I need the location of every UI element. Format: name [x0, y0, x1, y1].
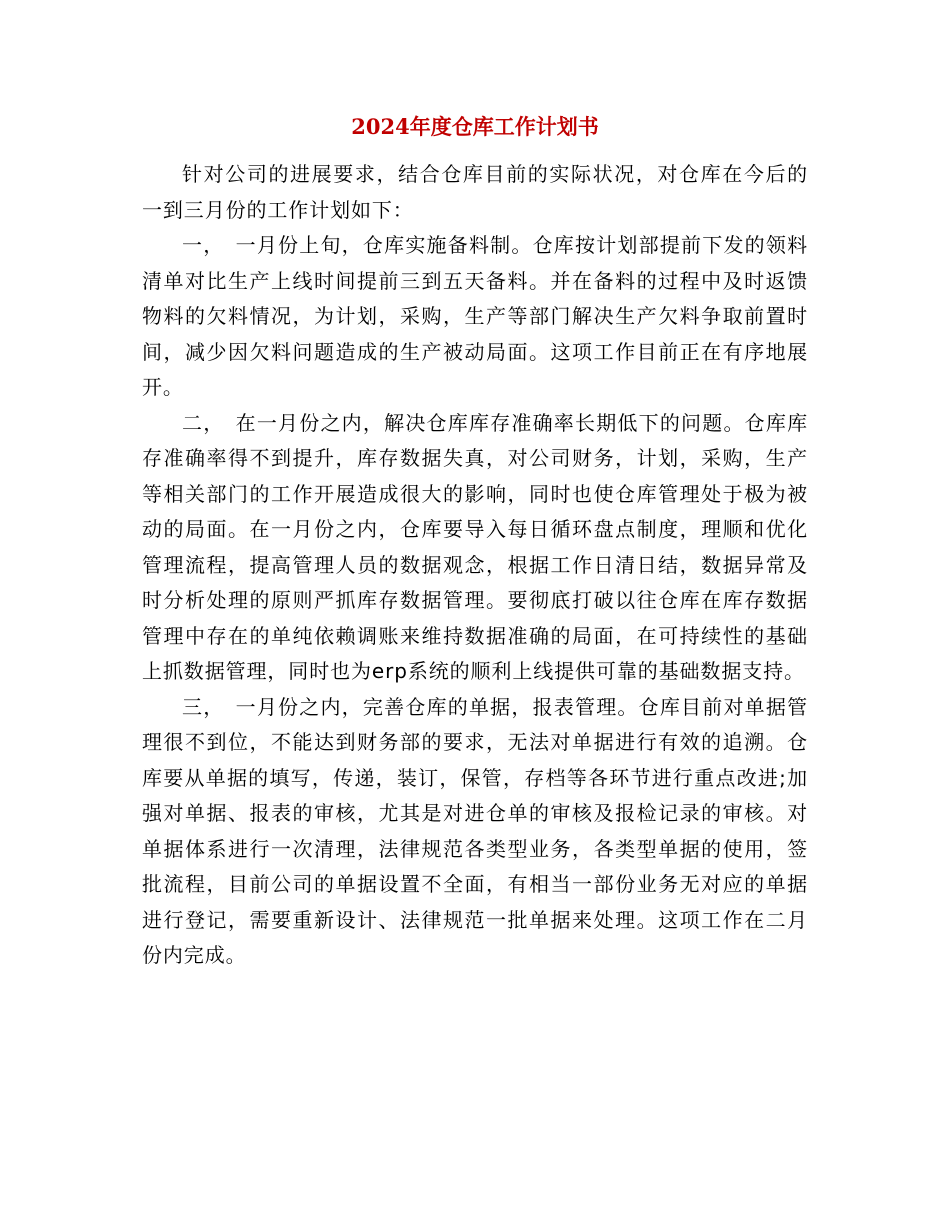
paragraph-item-3: 三， 一月份之内，完善仓库的单据，报表管理。仓库目前对单据管理很不到位，不能达到财务部的要求，无法对单据进行有效的追溯。仓库要从单据的填写，传递，装订，保管，存档等各环节进行重点改进;加强对单据、报表的审核，尤其是对进仓单的审核及报检记录的审核。对单据体系进行一次清理，法律规范各类型业务，各类型单据的使用，签批流程，目前公司的单据设置不全面，有相当一部份业务无对应的单据进行登记，需要重新设计、法律规范一批单据来处理。这项工作在二月份内完成。 — [142, 694, 808, 967]
paragraph-item-2: 二， 在一月份之内，解决仓库库存准确率长期低下的问题。仓库库存准确率得不到提升，库存数据失真，对公司财务，计划，采购，生产等相关部门的工作开展造成很大的影响，同时也使仓库管理处于极为被动的局面。在一月份之内，仓库要导入每日循环盘点制度，理顺和优化管理流程，提高管理人员的数据观念，根据工作日清日结，数据异常及时分析处理的原则严抓库存数据管理。要彻底打破以往仓库在库存数据管理中存在的单纯依赖调账来维持数据准确的局面，在可持续性的基础上抓数据管理，同时也为erp系统的顺利上线提供可靠的基础数据支持。 — [142, 410, 808, 683]
paragraph-intro: 针对公司的进展要求，结合仓库目前的实际状况，对仓库在今后的一到三月份的工作计划如下： — [142, 162, 808, 222]
document-title: 2024年度仓库工作计划书 — [351, 114, 599, 139]
document-body — [142, 157, 808, 974]
paragraph-item-1: 一， 一月份上旬，仓库实施备料制。仓库按计划部提前下发的领料清单对比生产上线时间提前三到五天备料。并在备料的过程中及时返馈物料的欠料情况，为计划，采购，生产等部门解决生产欠料争取前置时间，减少因欠料问题造成的生产被动局面。这项工作目前正在有序地展开。 — [142, 233, 808, 399]
